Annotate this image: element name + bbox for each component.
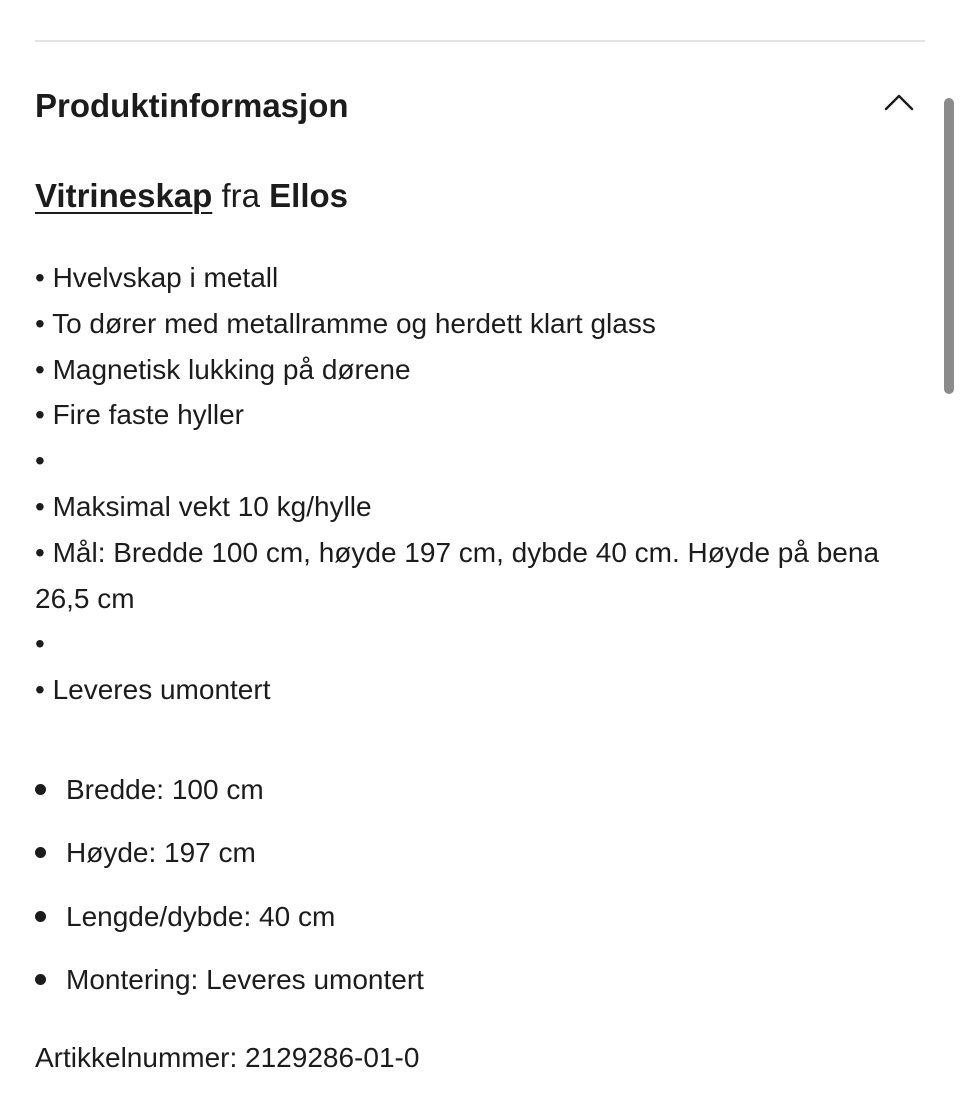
description-line: • Maksimal vekt 10 kg/hylle: [35, 490, 372, 522]
spec-list: [35, 758, 424, 1011]
product-subheading: [35, 174, 348, 218]
bullet-icon: [35, 847, 46, 858]
from-word: fra: [221, 177, 260, 214]
spec-item: [35, 885, 424, 948]
spec-text: Montering: Leveres umontert: [66, 963, 424, 995]
description-line: •: [35, 628, 45, 660]
description-line: • Magnetisk lukking på dørene: [35, 353, 411, 385]
spec-text: Bredde: 100 cm: [66, 774, 264, 805]
brand-name: Ellos: [269, 177, 349, 214]
spec-item: [35, 758, 424, 821]
bullet-icon: [35, 911, 46, 922]
article-number: Artikkelnummer: 2129286-01-0: [35, 1042, 420, 1073]
scrollbar-thumb[interactable]: [944, 98, 954, 394]
section-title: Produktinformasjon: [35, 87, 349, 124]
description-line: • Mål: Bredde 100 cm, høyde 197 cm, dybde 40 cm. Høyde på bena 26,5 cm: [35, 536, 880, 614]
product-info-accordion-header[interactable]: [35, 78, 925, 136]
category-link[interactable]: Vitrineskap: [35, 177, 213, 214]
description-line: • Leveres umontert: [35, 674, 271, 706]
spec-item: [35, 948, 424, 1011]
description-line: • To dører med metallramme og herdett klart glass: [35, 307, 656, 339]
spec-text: Høyde: 197 cm: [66, 837, 256, 869]
top-divider: [35, 40, 925, 42]
product-description: [35, 255, 915, 713]
bullet-icon: [35, 974, 46, 985]
spec-text: Lengde/dybde: 40 cm: [66, 900, 336, 932]
spec-item: [35, 821, 424, 884]
description-line: • Fire faste hyller: [35, 399, 244, 431]
description-line: •: [35, 445, 45, 477]
chevron-up-icon[interactable]: [884, 92, 914, 112]
bullet-icon: [35, 784, 46, 795]
description-line: • Hvelvskap i metall: [35, 262, 279, 293]
